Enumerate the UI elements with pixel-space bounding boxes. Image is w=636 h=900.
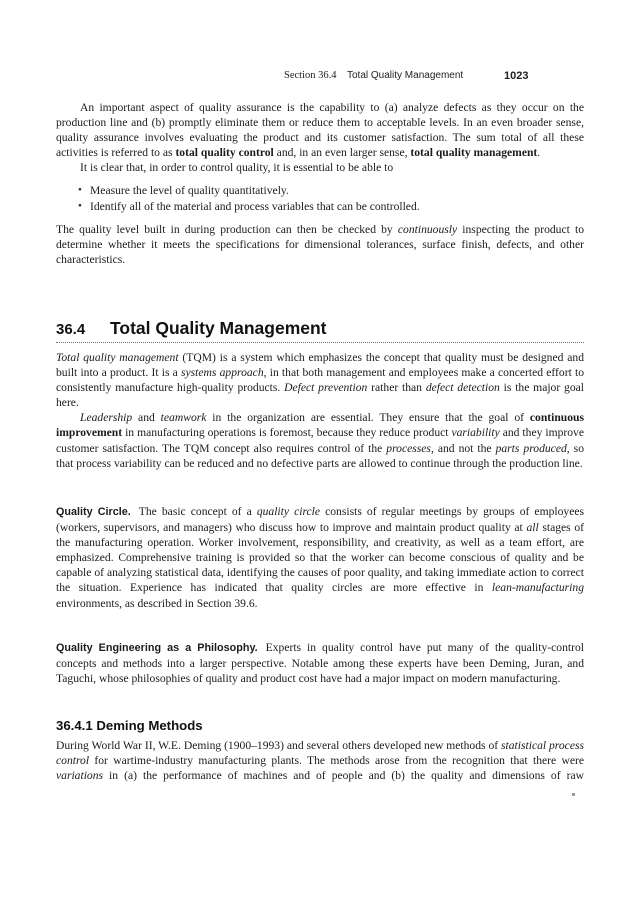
emphasis: Total quality management — [56, 351, 179, 364]
running-head-section-label: Section 36.4 — [284, 70, 337, 81]
intro-paragraph-1 — [56, 100, 584, 160]
text-run: in the organization are essential. They ensure that the goal of — [206, 411, 530, 425]
text-run: Experts in quality control have put many of the quality-control concepts and methods into a larger perspective. Notable among these experts have been Deming, Juran, and Taguchi, whose philosophies of quality and product cost have had a major impact on modern manufacturing. — [56, 641, 584, 686]
text-run: and they improve customer satisfaction. The TQM concept also requires control of the — [56, 426, 584, 455]
philosophy-block — [56, 640, 584, 686]
text-run: The quality level built in during production can then be checked by — [56, 222, 398, 236]
intro-block — [56, 100, 584, 267]
bullet-item: • Measure the level of quality quantitatively. — [80, 183, 584, 198]
text-run: An important aspect of quality assurance is the capability to (a) analyze defects as they occur on the production line and (b) promptly eliminate them or reduce them to acceptable levels. In an even broader sense, quality assurance involves evaluating the product and its customer satisfaction. The sum total of all these activities is referred to as — [56, 101, 584, 160]
emphasis: parts produced — [495, 441, 567, 455]
page-number: 1023 — [504, 70, 529, 82]
emphasis: statistical process control — [56, 739, 584, 768]
emphasis: defect detection — [425, 381, 500, 395]
text-run: (TQM) is a system which emphasizes the concept that quality must be designed and built into a product. It is a — [56, 351, 584, 380]
text-run: The basic concept of a — [138, 505, 257, 518]
term-total-quality-management: total quality management — [410, 146, 538, 160]
tqm-paragraph-2 — [56, 410, 584, 470]
bullet-item: • Identify all of the material and process variables that can be controlled. — [80, 199, 584, 214]
text-run: is the major goal here. — [56, 381, 584, 410]
quality-circle-paragraph — [56, 504, 584, 611]
subsection-number: 36.4.1 — [56, 718, 93, 733]
intro-paragraph-2: It is clear that, in order to control quality, it is essential to be able to — [80, 161, 394, 175]
emphasis: Defect prevention — [284, 381, 368, 395]
text-run: rather than — [367, 381, 426, 395]
emphasis: continuously — [397, 222, 458, 236]
term-total-quality-control: total quality control — [175, 146, 274, 160]
emphasis: teamwork — [160, 411, 207, 425]
emphasis: quality circle — [256, 505, 321, 518]
text-run: . — [537, 146, 541, 160]
term-continuous-improvement: continuous improvement — [56, 411, 584, 440]
quality-circle-block — [56, 504, 584, 611]
bullet-list — [56, 183, 584, 213]
text-run: for wartime-industry manufacturing plants. The methods arose from the recognition that there were — [89, 754, 584, 768]
running-head-section-title: Total Quality Management — [347, 70, 464, 81]
emphasis: variations — [56, 769, 104, 783]
text-run: and — [132, 411, 161, 425]
emphasis: Leadership — [80, 411, 133, 425]
run-in-heading: Quality Engineering as a Philosophy. — [56, 642, 258, 654]
section-number: 36.4 — [56, 321, 86, 338]
text-run: and, in an even larger sense, — [273, 146, 411, 160]
text-run: consists of regular meetings by groups of employees (workers, supervisors, and managers) who discuss how to improve and maintain product quality at — [56, 505, 585, 535]
text-run: , in that both management and employees make a concerted effort to consistently manufacture high-quality products. — [56, 366, 584, 395]
intro-paragraph-3 — [56, 222, 584, 267]
deming-paragraph-1 — [56, 738, 584, 783]
text-run: stages of the manufacturing operation. Worker involvement, responsibility, and creativity, as well as a team effort, are emphasized. Comprehensive training is provided so that the worker can become conscious of quality and be capable of analyzing statistical data, identifying the causes of poor quality, and taking immediate action to correct the situation. Experience has indicated that quality circles are more effective in — [56, 521, 584, 595]
tqm-paragraph-1 — [56, 350, 584, 410]
text-run: inspecting the product to determine whether it meets the specifications for dimensional tolerances, surface finish, defects, and other characteristics. — [56, 222, 584, 266]
emphasis: all — [526, 521, 539, 535]
text-run: in manufacturing operations is foremost, because they reduce product — [122, 426, 452, 440]
text-run: , so that process variability can be reduced and no defective parts are allowed to continue through the production line. — [56, 441, 584, 470]
text-run: , and not the — [430, 441, 496, 455]
section-heading — [56, 318, 584, 343]
scan-speck — [572, 793, 575, 796]
philosophy-paragraph — [56, 640, 584, 686]
emphasis: systems approach — [181, 366, 264, 380]
tqm-block — [56, 350, 584, 471]
subsection-title: Deming Methods — [96, 718, 203, 733]
subsection-heading — [56, 718, 584, 733]
emphasis: processes — [386, 441, 431, 455]
section-title: Total Quality Management — [110, 318, 327, 338]
text-run: environments, as described in Section 39.6. — [56, 596, 258, 610]
running-head — [0, 70, 536, 86]
text-run: During World War II, W.E. Deming (1900–1993) and several others developed new methods of — [56, 739, 502, 752]
emphasis: lean-manufacturing — [491, 581, 584, 595]
run-in-heading: Quality Circle. — [56, 506, 131, 518]
text-run: in (a) the performance of machines and of people and (b) the quality and dimensions of raw — [103, 769, 584, 783]
emphasis: variability — [451, 426, 500, 440]
deming-block — [56, 738, 584, 783]
